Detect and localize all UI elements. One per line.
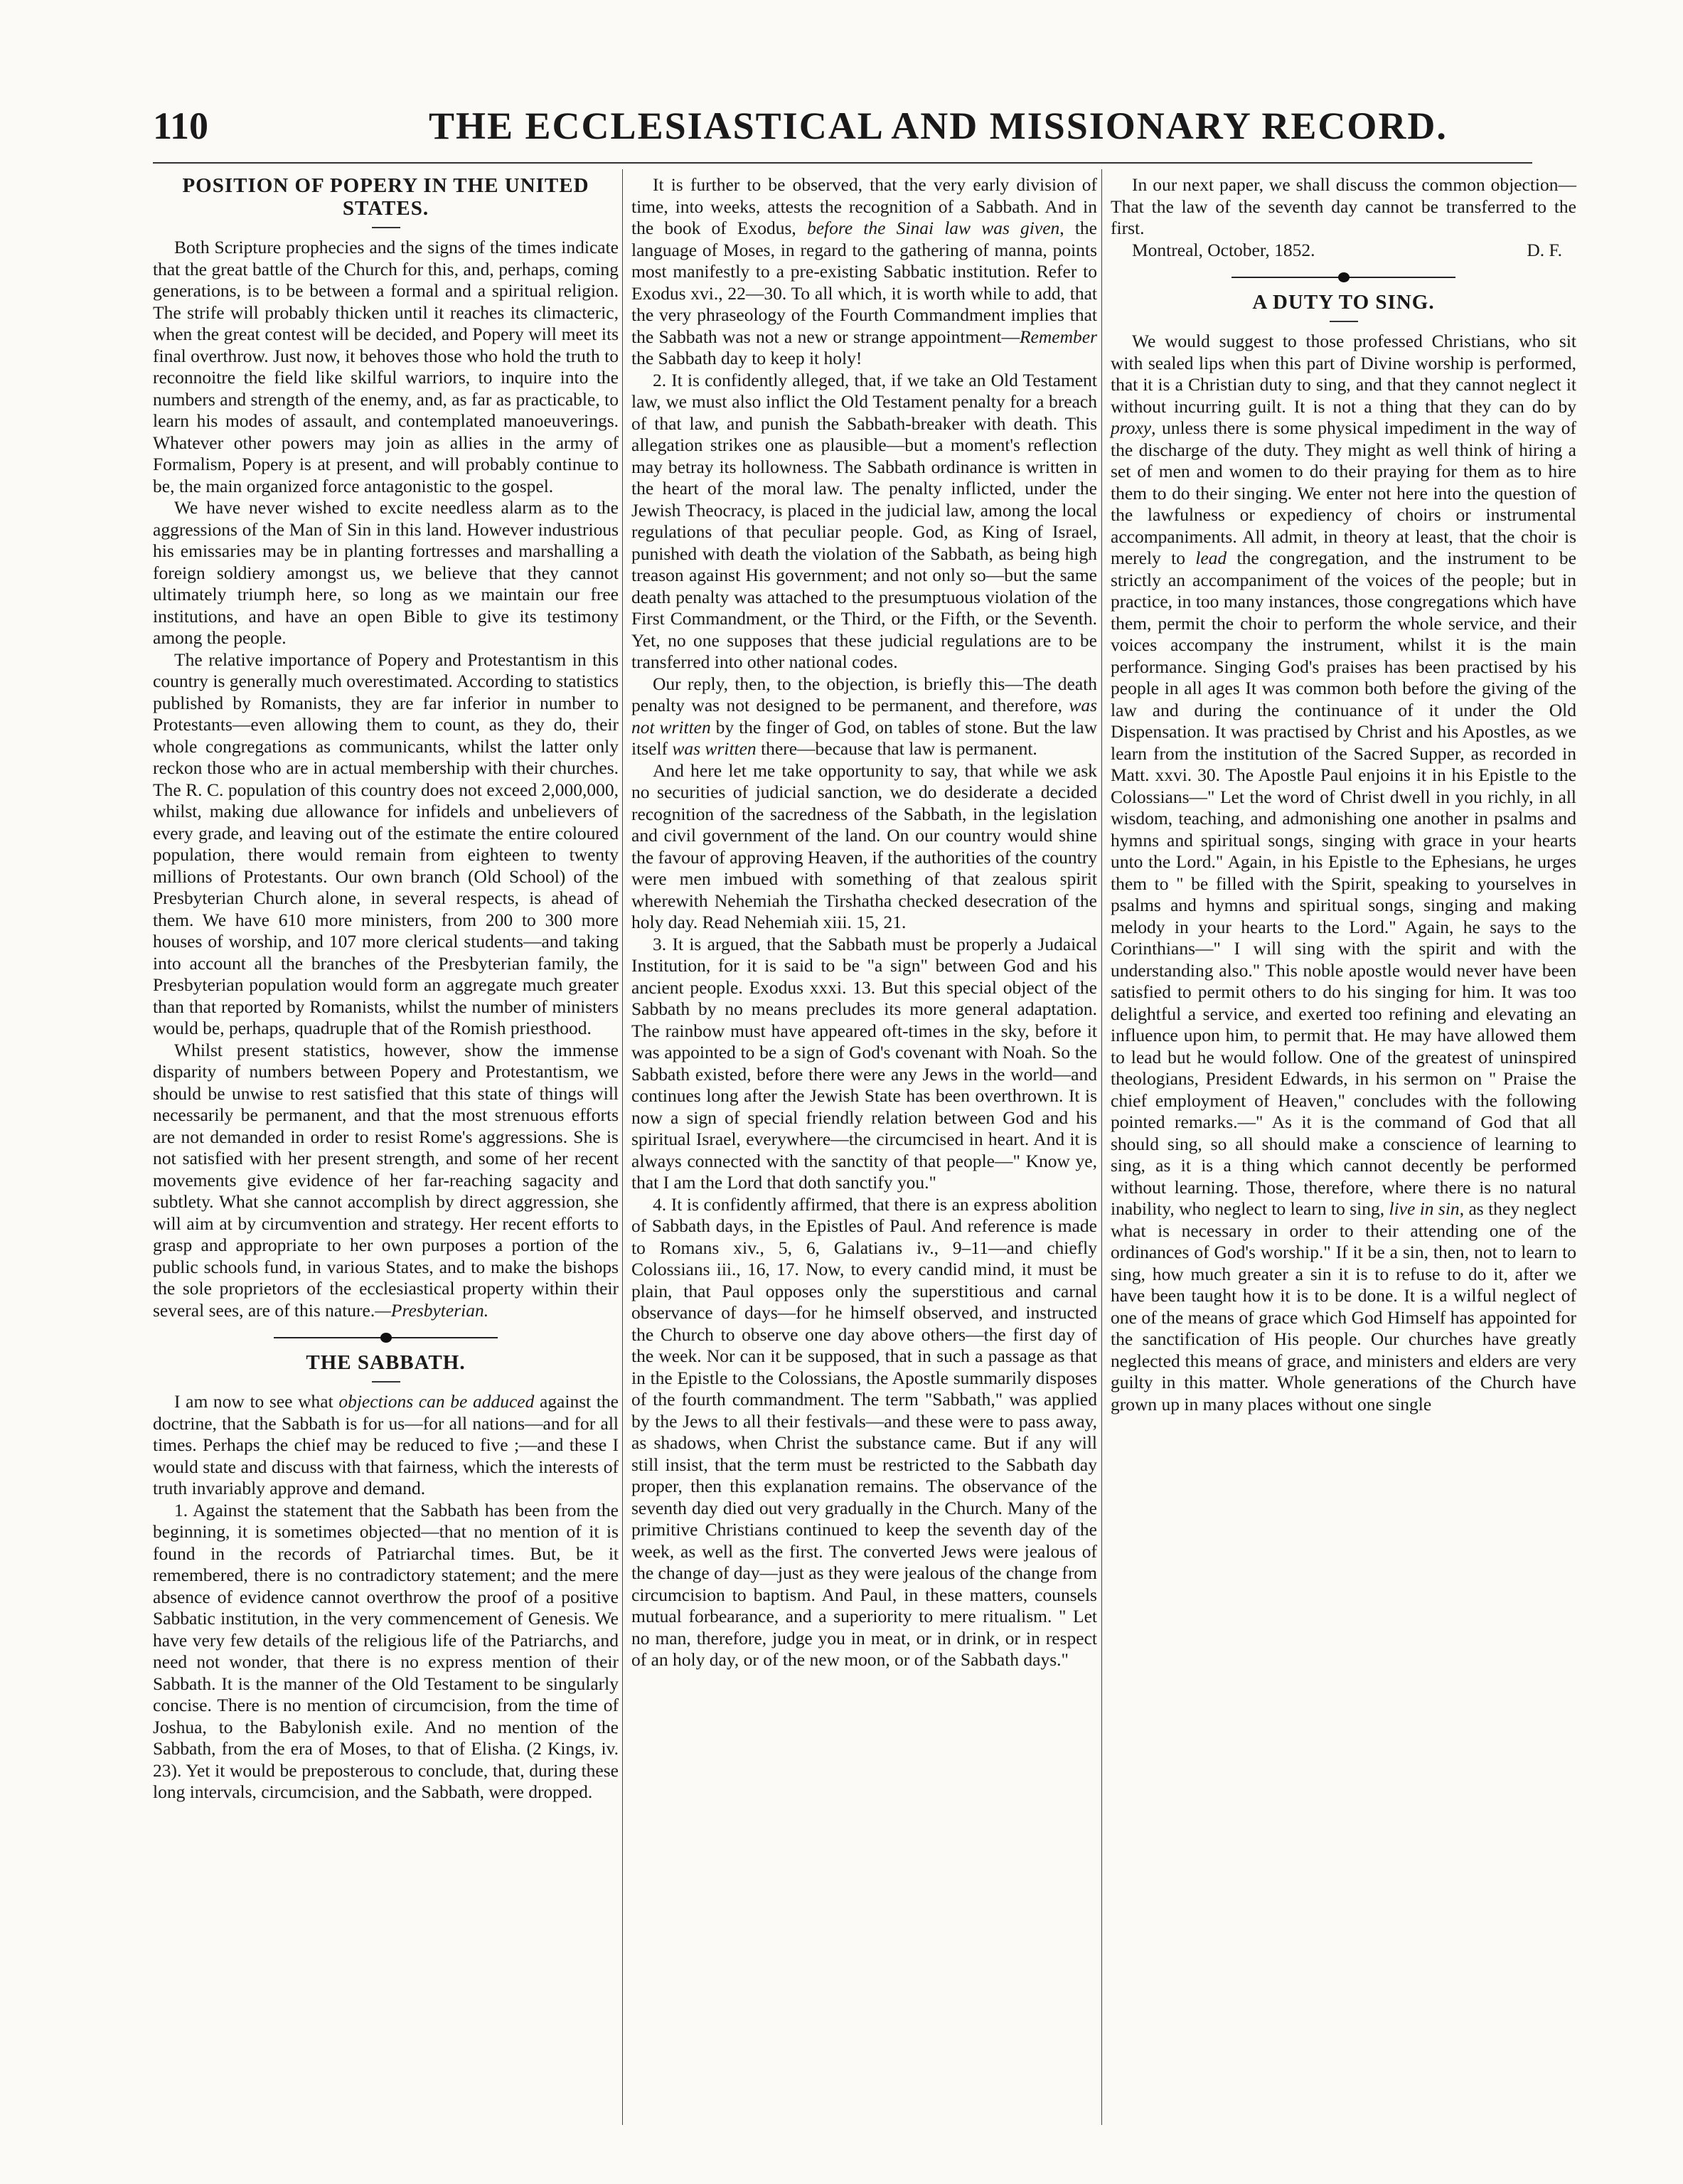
column-2 bbox=[631, 174, 1097, 2126]
paragraph: And here let me take opportunity to say, that while we ask no securities of judicial sanction, we do desiderate a decided recognition of the sacredness of the Sabbath, in the legislation and civil government of the land. On our country would shine the favour of approving Heaven, if the authorities of the country were men imbued with something of that zealous spirit wherewith Nehemiah the Tirshatha checked desecration of the holy day. Read Nehemiah xiii. 15, 21. bbox=[631, 760, 1097, 932]
column-rule bbox=[622, 169, 623, 2125]
title-rule bbox=[372, 1381, 400, 1383]
paragraph: 3. It is argued, that the Sabbath must be properly a Judaical Institution, for it is said to be "a sign" between God and his ancient people. Exodus xxxi. 13. But this special object of the Sabbath by no means precludes its more general adaptation. The rainbow must have appeared oft-times in the sky, before it was appointed to be a sign of God's covenant with Noah. So the Sabbath existed, before there were any Jews in the world—and continues long after the Jewish State has been overthrown. It is now a sign of special friendly relation between God and his spiritual Israel, everywhere—the circumcised in heart. And it is always connected with the sanctity of that people—" Know ye, that I am the Lord that doth sanctify you." bbox=[631, 933, 1097, 1193]
paragraph: Both Scripture prophecies and the signs of the times indicate that the great battle of the Church for this, and, perhaps, coming generations, is to be between a formal and a spiritual religion. The strife will probably thicken until it reaches its climacteric, when the great contest will be decided, and Popery will meet its final overthrow. Just now, it behoves those who hold the truth to reconnoitre the field like skilful warriors, to inquire into the numbers and strength of the enemy, and, as far as practicable, to learn his modes of assault, and contemplated manoeuverings. Whatever other powers may join as allies in the army of Formalism, Popery is at present, and will probably continue to be, the main organized force antagonistic to the gospel. bbox=[153, 237, 619, 496]
author-initials: D. F. bbox=[1527, 239, 1562, 260]
column-1 bbox=[153, 174, 619, 2126]
masthead-rule bbox=[153, 162, 1532, 164]
masthead bbox=[153, 104, 1532, 161]
source-credit: —Presbyterian. bbox=[375, 1299, 489, 1321]
article-divider bbox=[1111, 268, 1576, 287]
column-rule bbox=[1101, 169, 1102, 2125]
paragraph: The relative importance of Popery and Protestantism in this country is generally much overestimated. According to statistics published by Romanists, they are far inferior in number to Protestants—even allowing them to count, as they do, their whole congregations as communicants, whilst the latter only reckon those who are in actual membership with their churches. The R. C. population of this country does not exceed 2,000,000, whilst, making due allowance for infidels and unbelievers of every grade, and leaving out of the estimate the entire coloured population, there would remain from eighteen to twenty millions of Protestants. Our own branch (Old School) of the Presbyterian Church alone, in several respects, is ahead of them. We have 610 more ministers, from 200 to 300 more houses of worship, and 107 more clerical students—and taking into account all the branches of the Presbyterian family, the Presbyterian population would form an aggregate much greater than that reported by Romanists, whilst the number of ministers would be, perhaps, quadruple that of the Romish priesthood. bbox=[153, 649, 619, 1038]
paragraph: Whilst present statistics, however, show the immense disparity of numbers between Popery and Protestantism, we should be unwise to rest satisfied that this state of things will necessarily be permanent, and that the most strenuous efforts are not demanded in order to resist Rome's aggressions. She is not satisfied with her present strength, and some of her recent movements give evidence of her far-reaching sagacity and subtlety. What she cannot accomplish by direct aggression, she will aim at by circumvention and strategy. Her recent efforts to grasp and appropriate to her own purposes a portion of the public schools fund, in various States, and to make the bishops the sole proprietors of the ecclesiastical property within their several sees, are of this nature.—Presbyterian. bbox=[153, 1039, 619, 1321]
title-rule bbox=[372, 227, 400, 228]
article-title-popery: POSITION OF POPERY IN THE UNITED STATES. bbox=[182, 174, 589, 220]
paragraph: 2. It is confidently alleged, that, if we take an Old Testament law, we must also inflict the Old Testament penalty for a breach of that law, and punish the Sabbath-breaker with death. This allegation strikes one as plausible—but a moment's reflection may betray its hollowness. The Sabbath ordinance is written in the heart of the moral law. The penalty inflicted, under the Jewish Theocracy, is placed in the judicial law, among the local regulations of that peculiar people. God, as King of Israel, punished with death the violation of the Sabbath, as being high treason against His government; and not only so—but the same death penalty was attached to the presumptuous violation of the First Commandment, or the Third, or the Fifth, or the Seventh. Yet, no one supposes that these judicial regulations are to be transferred into other national codes. bbox=[631, 369, 1097, 672]
signature-line bbox=[1111, 240, 1576, 262]
article-title-sabbath: THE SABBATH. bbox=[306, 1351, 466, 1374]
title-rule bbox=[1330, 321, 1358, 322]
dateline: Montreal, October, 1852. bbox=[1132, 239, 1315, 260]
paragraph: We have never wished to excite needless alarm as to the aggressions of the Man of Sin in this land. However industrious his emissaries may be in planting fortresses and marshalling a foreign soldiery amongst us, we believe that they cannot ultimately triumph here, so long as we maintain our free institutions, and have an open Bible to give its testimony among the people. bbox=[153, 497, 619, 648]
paragraph: 1. Against the statement that the Sabbath has been from the beginning, it is sometimes objected—that no mention of it is found in the records of Patriarchal times. But, be it remembered, there is no contradictory statement; and the mere absence of evidence cannot overthrow the proof of a positive Sabbatic institution, in the very commencement of Genesis. We have very few details of the religious life of the Patriarchs, and need not wonder, that there is no express mention of their Sabbath. It is the manner of the Old Testament to be singularly concise. There is no mention of circumcision, from the time of Joshua, to the Babylonish exile. And no mention of the Sabbath, from the era of Moses, to that of Elisha. (2 Kings, iv. 23). Yet it would be preposterous to conclude, that, during these long intervals, circumcision, and the Sabbath, were dropped. bbox=[153, 1499, 619, 1802]
paragraph: Our reply, then, to the objection, is briefly this—The death penalty was not designed to be permanent, and therefore, was not written by the finger of God, on tables of stone. But the law itself was written there—because that law is permanent. bbox=[631, 673, 1097, 759]
paragraph: In our next paper, we shall discuss the common objection—That the law of the seventh day cannot be transferred to the first. bbox=[1111, 174, 1576, 238]
article-title-duty-to-sing: A DUTY TO SING. bbox=[1252, 291, 1435, 314]
running-head: THE ECCLESIASTICAL AND MISSIONARY RECORD. bbox=[429, 105, 1448, 147]
article-divider bbox=[153, 1328, 619, 1347]
paragraph: It is further to be observed, that the very early division of time, into weeks, attests the recognition of a Sabbath. And in the book of Exodus, before the Sinai law was given, the language of Moses, in regard to the gathering of manna, points most manifestly to a pre-existing Sabbatic institution. Refer to Exodus xvi., 22—30. To all which, it is worth while to add, that the very phraseology of the Fourth Commandment implies that the Sabbath was not a new or strange appointment—Remember the Sabbath day to keep it holy! bbox=[631, 174, 1097, 368]
paragraph: 4. It is confidently affirmed, that there is an express abolition of Sabbath days, in the Epistles of Paul. And reference is made to Romans xiv., 5, 6, Galatians iv., 9–11—and chiefly Colossians iii., 16, 17. Now, to every candid mind, it must be plain, that Paul opposes only the superstitious and carnal observance of days—for he himself observed, and instructed the Church to observe one day above others—the first day of the week. Nor can it be supposed, that in such a passage as that in the Epistle to the Colossians, the Apostle summarily disposes of the fourth commandment. The term "Sabbath," was applied by the Jews to all their festivals—and these were to pass away, as shadows, when Christ the substance came. But if any will still insist, that the term must be restricted to the Sabbath day proper, then this explanation remains. The observance of the seventh day died out very gradually in the Church. Many of the primitive Christians continued to keep the seventh day of the week, as well as the first. The converted Jews were jealous of the change of day—just as they were jealous of the change from circumcision to baptism. And Paul, in these matters, counsels mutual forbearance, and a superiority to mere ritualism. " Let no man, therefore, judge you in meat, or in drink, or in respect of an holy day, or of the new moon, or of the Sabbath days." bbox=[631, 1193, 1097, 1670]
paragraph: We would suggest to those professed Christians, who sit with sealed lips when this part of Divine worship is performed, that it is a Christian duty to sing, and that they cannot neglect it without incurring guilt. It is not a thing that they can do by proxy, unless there is some physical impediment in the way of the discharge of the duty. They might as well think of hiring a set of men and women to do their praying for them as to hire them to do their singing. We enter not here into the question of the lawfulness or expediency of choirs or instrumental accompaniments. All admit, in theory at least, that the choir is merely to lead the congregation, and the instrument to be strictly an accompaniment of the voices of the people; but in practice, in too many instances, those congregations which have them, permit the choir to perform the whole service, and their voices accompany the instrument, whilst it is the main performance. Singing God's praises has been practised by his people in all ages It was common both before the giving of the law and during the continuance of it under the Old Dispensation. It was practised by Christ and his Apostles, as we learn from the institution of the Sacred Supper, as recorded in Matt. xxvi. 30. The Apostle Paul enjoins it in his Epistle to the Colossians—" Let the word of Christ dwell in you richly, in all wisdom, teaching, and admonishing one another in psalms and hymns and spiritual songs, singing with grace in your hearts unto the Lord." Again, in his Epistle to the Ephesians, he urges them to " be filled with the Spirit, speaking to yourselves in psalms and hymns and spiritual songs, singing and making melody in your hearts to the Lord." Again, he says to the Corinthians—" I will sing with the spirit and with the understanding also." This noble apostle would never have been satisfied to permit others to do his singing for him. It was too delightful a service, and exerted too refining and elevating an influence upon him, to permit that. He may have allowed them to lead but he would follow. One of the greatest of uninspired theologians, President Edwards, in his sermon on " Praise the chief employment of Heaven," concludes with the following pointed remarks.—" As it is the command of God that all should sing, so all should make a conscience of learning to sing, as it is a thing which cannot decently be performed without learning. Those, therefore, where there is no natural inability, who neglect to learn to sing, live in sin, as they neglect what is necessary in order to their attending one of the ordinances of God's worship." If it be a sin, then, not to learn to sing, how much greater a sin it is to refuse to do it, after we have been taught how it is to be done. It is a wilful neglect of one of the means of grace which God Himself has appointed for the sanctification of His people. Our churches have greatly neglected this means of grace, and ministers and elders are very guilty in this matter. Whole generations of the Church have grown up in many places without one single bbox=[1111, 331, 1577, 1415]
page-number: 110 bbox=[153, 105, 209, 147]
column-3 bbox=[1111, 174, 1576, 2126]
paragraph: I am now to see what objections can be adduced against the doctrine, that the Sabbath is for us—for all nations—and for all times. Perhaps the chief may be reduced to five ;—and these I would state and discuss with that fairness, which the interests of truth invariably approve and demand. bbox=[153, 1391, 619, 1498]
